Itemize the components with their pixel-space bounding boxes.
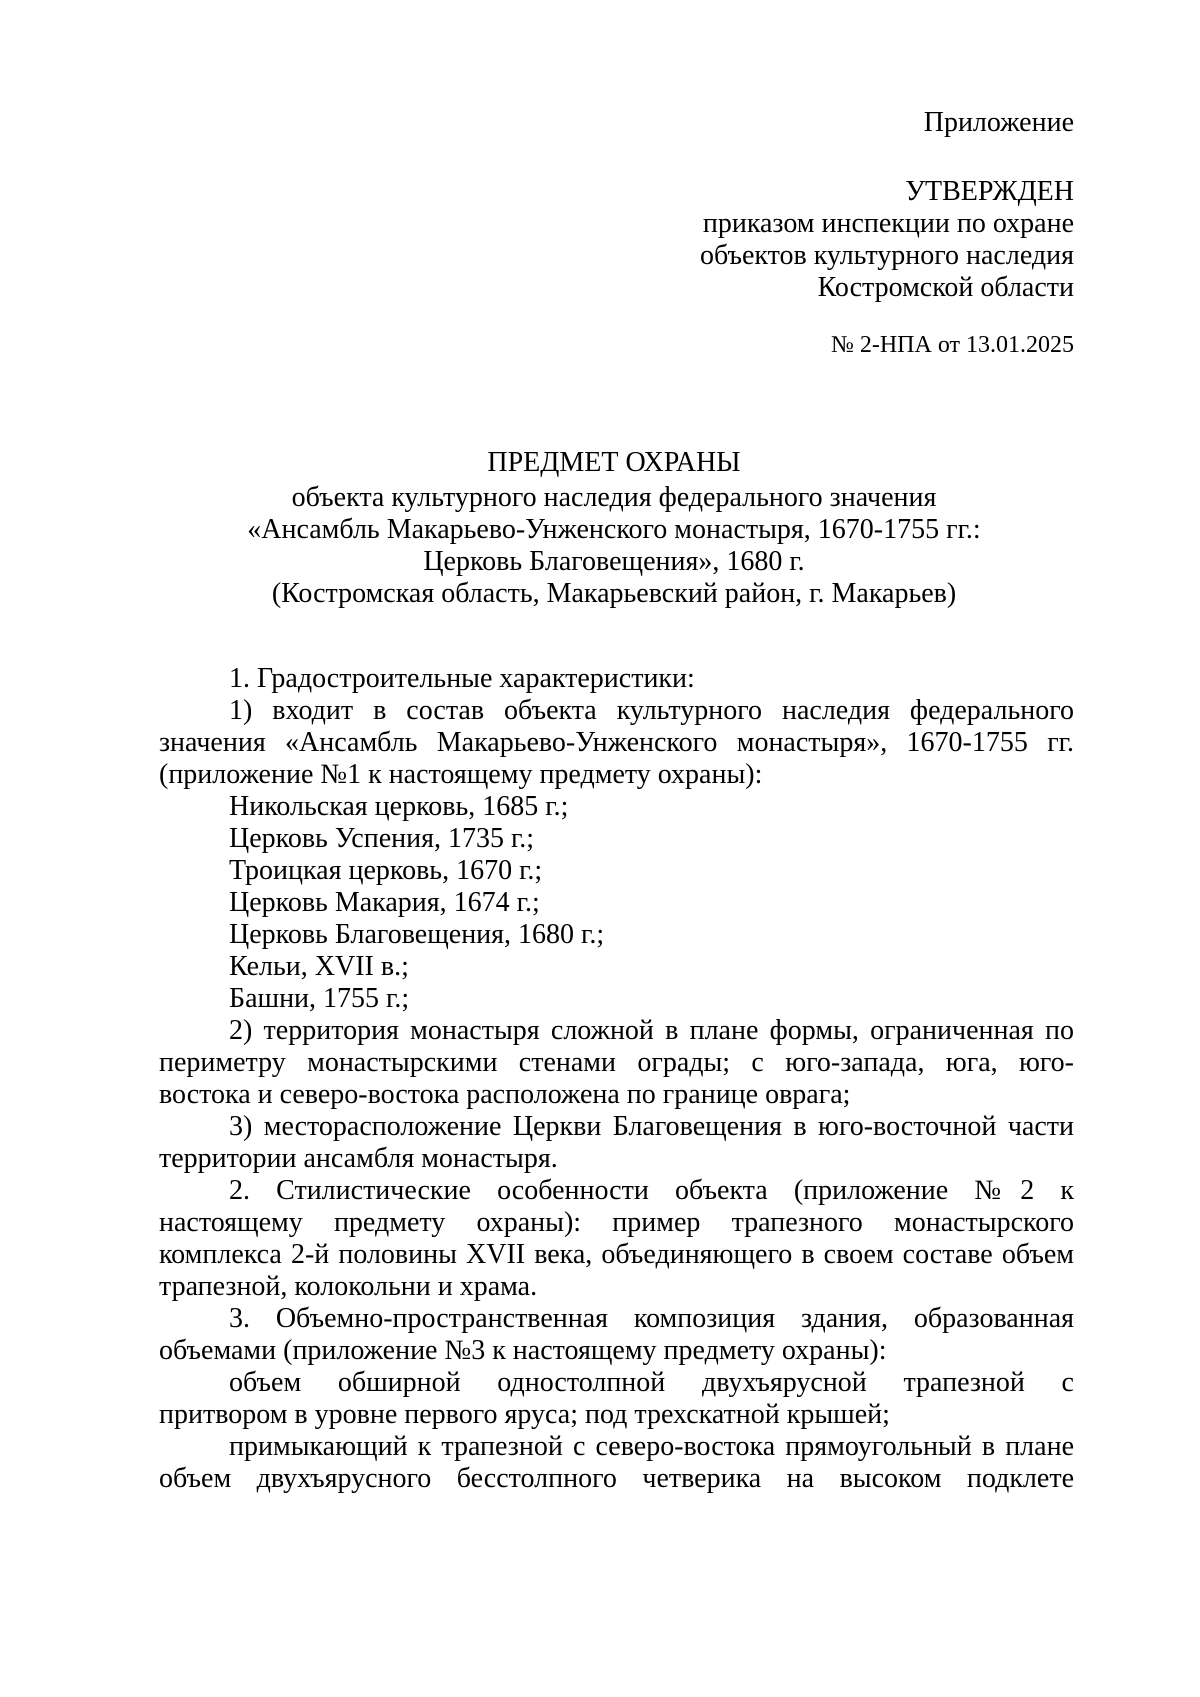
title-line: Церковь Благовещения», 1680 г. <box>423 546 805 577</box>
paragraph-line: объемами (приложение №3 к настоящему предмету охраны): <box>159 1335 887 1366</box>
paragraph-line: трапезной, колокольни и храма. <box>159 1271 538 1302</box>
title-line: «Ансамбль Макарьево-Унженского монастыря, 1670-1755 гг.: <box>247 514 981 545</box>
paragraph-line: комплекса 2-й половины XVII века, объединяющего в своем составе объем <box>159 1239 1074 1270</box>
list-item: Никольская церковь, 1685 г.; <box>229 791 569 822</box>
approved-by-line: объектов культурного наследия <box>699 240 1074 271</box>
title-line: (Костромская область, Макарьевский район, г. Макарьев) <box>271 578 957 609</box>
paragraph-line: примыкающий к трапезной с северо-востока прямоугольный в плане <box>229 1431 1074 1462</box>
paragraph-line: объем обширной одностолпной двухъярусной трапезной с <box>229 1367 1074 1398</box>
list-item: Башни, 1755 г.; <box>229 983 410 1014</box>
title-line: объекта культурного наследия федерального значения <box>291 482 937 513</box>
paragraph-line: 2. Стилистические особенности объекта (приложение №2 к <box>229 1175 1074 1206</box>
list-item: Церковь Макария, 1674 г.; <box>229 887 540 918</box>
paragraph-line: периметру монастырскими стенами ограды; с юго-запада, юга, юго- <box>159 1047 1074 1078</box>
paragraph-line: 3) месторасположение Церкви Благовещения в юго-восточной части <box>229 1111 1074 1142</box>
paragraph-line: территории ансамбля монастыря. <box>159 1143 558 1174</box>
document-title: ПРЕДМЕТ ОХРАНЫ <box>487 447 741 478</box>
list-item: Церковь Благовещения, 1680 г.; <box>229 919 605 950</box>
list-item: Кельи, XVII в.; <box>229 951 409 982</box>
paragraph-line: 1) входит в состав объекта культурного наследия федерального <box>229 695 1074 726</box>
paragraph-line: 3. Объемно-пространственная композиция здания, образованная <box>229 1303 1074 1334</box>
section-heading: 1. Градостроительные характеристики: <box>229 663 695 694</box>
approved-by-line: приказом инспекции по охране <box>702 208 1074 239</box>
paragraph-line: притвором в уровне первого яруса; под трехскатной крышей; <box>159 1399 890 1430</box>
paragraph-line: настоящему предмету охраны): пример трапезного монастырского <box>159 1207 1074 1238</box>
paragraph-line: 2) территория монастыря сложной в плане формы, ограниченная по <box>229 1015 1074 1046</box>
list-item: Троицкая церковь, 1670 г.; <box>229 855 543 886</box>
paragraph-line: значения «Ансамбль Макарьево-Унженского монастыря», 1670-1755 гг. <box>159 727 1074 758</box>
paragraph-line: (приложение №1 к настоящему предмету охраны): <box>159 759 763 790</box>
paragraph-line: объем двухъярусного бесстолпного четверика на высоком подклете <box>159 1463 1074 1494</box>
approved-label: УТВЕРЖДЕН <box>905 176 1074 207</box>
approved-by-line: Костромской области <box>817 272 1074 303</box>
list-item: Церковь Успения, 1735 г.; <box>229 823 535 854</box>
paragraph-line: востока и северо-востока расположена по границе оврага; <box>159 1079 851 1110</box>
appendix-label: Приложение <box>923 107 1074 138</box>
order-number: № 2-НПА от 13.01.2025 <box>830 332 1074 358</box>
